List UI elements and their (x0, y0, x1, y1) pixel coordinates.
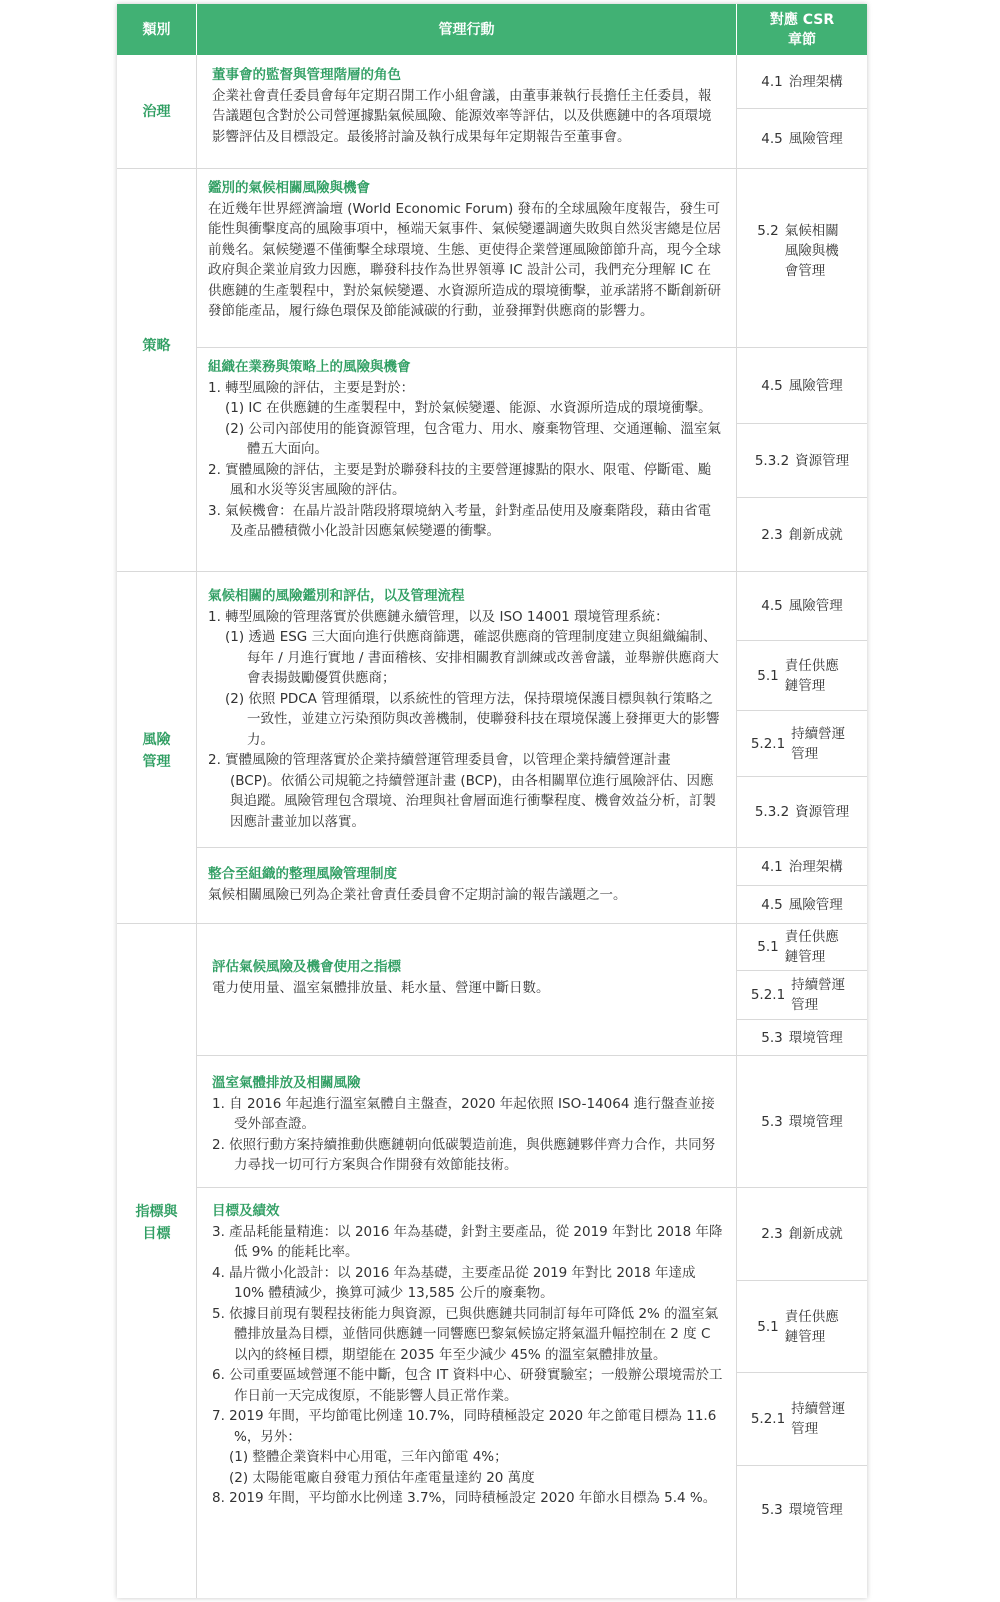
csr-ref-label: 資源管理 (795, 452, 850, 469)
action-subitem: (2) 公司內部使用的能資源管理，包含電力、用水、廢棄物管理、交通運輸、溫室氣體五大面向。 (225, 420, 721, 457)
csr-ref-label: 環境管理 (788, 1029, 843, 1046)
action-item: 3. 氣候機會：在晶片設計階段將環境納入考量，針對產品使用及廢棄階段，藉由省電及產品體積微小化設計因應氣候變遷的衝擊。 (208, 502, 712, 539)
csr-ref-label: 治理架構 (788, 858, 843, 875)
action-integrated-risk-management (197, 858, 736, 923)
csr-ref (737, 169, 867, 347)
csr-ref-label: 風險管理 (788, 377, 843, 394)
action-climate-risk-identification (197, 172, 736, 347)
csr-ref-number: 5.2 (757, 223, 779, 239)
csr-ref-number: 5.2.1 (750, 987, 786, 1003)
csr-ref (737, 498, 867, 571)
csr-ref-number: 5.1 (757, 1318, 779, 1335)
header-action-label: 管理行動 (438, 21, 495, 38)
action-item: 2. 依照行動方案持續推動供應鏈朝向低碳製造前進，與供應鏈夥伴齊力合作，共同努力尋找一切可行方案與合作開發有效節能技術。 (212, 1136, 716, 1173)
category-risk-line2: 管理 (142, 754, 171, 770)
csr-ref-number: 2.3 (761, 1226, 783, 1242)
action-title: 整合至組織的整理風險管理制度 (208, 866, 397, 882)
action-title: 溫室氣體排放及相關風險 (212, 1075, 361, 1091)
csr-ref (737, 1056, 867, 1187)
csr-ref (737, 777, 867, 847)
csr-ref-label: 持續營運管理 (791, 1401, 846, 1437)
csr-ref-number: 4.5 (761, 896, 783, 913)
csr-ref-label: 風險管理 (788, 130, 843, 147)
action-item: 6. 公司重要區域營運不能中斷，包含 IT 資料中心、研發實驗室；一般辦公環境需於工作日前一天完成復原，不能影響人員正常作業。 (212, 1367, 723, 1404)
csr-ref-label: 責任供應鏈管理 (784, 929, 839, 965)
csr-ref (737, 348, 867, 423)
csr-ref (737, 55, 867, 108)
csr-ref-label: 持續營運管理 (791, 977, 846, 1013)
csr-ref-number: 5.1 (757, 667, 779, 684)
action-title: 氣候相關的風險鑑別和評估，以及管理流程 (208, 588, 465, 604)
category-governance-label: 治理 (142, 103, 171, 120)
csr-ref (737, 572, 867, 640)
action-subitem: (1) IC 在供應鏈的生產製程中，對於氣候變遷、能源、水資源所造成的環境衝擊。 (225, 400, 712, 416)
csr-ref (737, 971, 867, 1019)
csr-ref (737, 711, 867, 776)
category-strategy (117, 168, 196, 524)
action-item: 1. 轉型風險的評估，主要是對於： (208, 379, 415, 396)
header-action (196, 4, 736, 55)
csr-ref-number: 5.3 (761, 1029, 783, 1046)
csr-ref-label: 持續營運管理 (791, 725, 846, 762)
action-body: 氣候相關風險已列為企業社會責任委員會不定期討論的報告議題之一。 (208, 886, 627, 903)
csr-ref-label: 環境管理 (788, 1113, 843, 1130)
csr-ref-number: 5.3 (761, 1502, 783, 1518)
csr-ref-number: 5.2.1 (750, 735, 786, 752)
csr-ref-label: 資源管理 (795, 804, 850, 820)
category-strategy-label: 策略 (142, 338, 171, 354)
action-title: 組織在業務與策略上的風險與機會 (208, 359, 411, 375)
csr-ref-label: 環境管理 (788, 1502, 843, 1518)
csr-ref-label: 創新成就 (788, 526, 843, 543)
category-risk-management (117, 571, 196, 931)
category-risk-line1: 風險 (142, 732, 171, 748)
csr-ref (737, 1020, 867, 1055)
csr-ref-number: 5.2.1 (750, 1411, 786, 1427)
action-title: 目標及績效 (212, 1203, 280, 1219)
action-subitem: (2) 太陽能電廠自發電力預估年產電量達約 20 萬度 (229, 1469, 535, 1486)
action-title: 鑑別的氣候相關風險與機會 (208, 180, 370, 196)
action-business-strategy-risk (197, 351, 736, 571)
csr-ref (737, 886, 867, 923)
action-item: 4. 晶片微小化設計：以 2016 年為基礎，主要產品從 2019 年對比 2018 年達成 10% 體積減少，換算可減少 13,585 公斤的廢棄物。 (212, 1264, 696, 1301)
category-metrics-line2: 目標 (142, 1226, 171, 1242)
csr-ref-label: 氣候相關風險與機會管理 (784, 223, 839, 279)
csr-ref-label: 風險管理 (788, 598, 843, 614)
action-risk-assessment-process (197, 580, 736, 847)
action-item: 7. 2019 年間，平均節電比例達 10.7%，同時積極設定 2020 年之節電目標為 11.6 %，另外： (212, 1408, 717, 1445)
csr-ref (737, 1281, 867, 1372)
csr-ref-number: 5.3 (761, 1113, 783, 1130)
header-category-label: 類別 (142, 21, 171, 38)
action-item: 5. 依據目前現有製程技術能力與資源，已與供應鏈共同制訂每年可降低 2% 的溫室氣體排放量為目標，並偕同供應鏈一同響應巴黎氣候協定將氣溫升幅控制在 2 度 C 以內的終極目標，期望能在 2035 年至少減少 45% 的溫室氣體排放量。 (212, 1305, 719, 1363)
csr-ref-number: 4.5 (761, 377, 783, 394)
action-body: 電力使用量、溫室氣體排放量、耗水量、營運中斷日數。 (212, 979, 550, 996)
csr-ref (737, 1188, 867, 1280)
action-body: 企業社會責任委員會每年定期召開工作小組會議，由董事兼執行長擔任主任委員，報告議題包含對於公司營運據點氣候風險、能源效率等評估，以及供應鏈中的各項環境影響評估及目標設定。最後將討論及執行成果每年定期報告至董事會。 (212, 87, 712, 145)
header-ref-line2: 章節 (788, 31, 816, 48)
action-item: 2. 實體風險的評估，主要是對於聯發科技的主要營運據點的限水、限電、停斷電、颱風和水災等災害風險的評估。 (208, 461, 712, 498)
csr-ref (737, 924, 867, 970)
action-subitem: (2) 依照 PDCA 管理循環，以系統性的管理方法，保持環境保護目標與執行策略之一致性，並建立污染預防與改善機制，使聯發科技在環境保護上發揮更大的影響力。 (225, 690, 720, 748)
action-item: 1. 轉型風險的管理落實於供應鏈永續管理，以及 ISO 14001 環境管理系統： (208, 608, 669, 625)
csr-ref-number: 4.1 (761, 858, 783, 875)
csr-ref (737, 848, 867, 885)
action-targets-performance (201, 1195, 736, 1598)
header-ref-line1: 對應 CSR (769, 11, 835, 28)
csr-ref-number: 4.5 (761, 130, 783, 147)
action-body: 在近幾年世界經濟論壇 (World Economic Forum) 發布的全球風險年度報告，發生可能性與衝擊度高的風險事項中，極端天氣事件、氣候變遷調適失敗與自然災害總是位居前幾名。氣候變遷不僅衝擊全球環境、生態、更使得企業營運風險節節升高，現今全球政府與企業並肩致力因應，聯發科技作為世界領導 IC 設計公司，我們充分理解 IC 在供應鏈的生產製程中，對於氣候變遷、水資源所造成的環境衝擊，並承諾將不斷創新研發節能產品，履行綠色環保及節能減碳的行動，並發揮對供應商的影響力。 (208, 200, 721, 319)
csr-ref-number: 5.3.2 (754, 804, 790, 820)
action-subitem: (1) 整體企業資料中心用電，三年內節電 4%； (229, 1449, 508, 1465)
category-metrics-line1: 指標與 (135, 1204, 178, 1220)
action-climate-metrics (201, 951, 736, 1055)
header-category (117, 4, 196, 55)
csr-ref-number: 4.1 (761, 73, 783, 90)
header-ref (736, 4, 867, 55)
csr-ref (737, 1466, 867, 1554)
action-subitem: (1) 透過 ESG 三大面向進行供應商篩選，確認供應商的管理制度建立與組織編制、每年 / 月進行實地 / 書面稽核、安排相關教育訓練或改善會議，並舉辦供應商大會表揚鼓勵優質供應商； (225, 629, 719, 686)
csr-ref (737, 109, 867, 168)
category-metrics-targets (117, 923, 196, 1523)
csr-ref-number: 2.3 (761, 526, 783, 543)
csr-ref (737, 424, 867, 497)
action-item: 8. 2019 年間，平均節水比例達 3.7%，同時積極設定 2020 年節水目標為 5.4 %。 (212, 1490, 717, 1506)
action-title: 評估氣候風險及機會使用之指標 (212, 959, 401, 975)
csr-ref (737, 641, 867, 710)
csr-ref-label: 治理架構 (788, 73, 843, 90)
action-board-oversight (201, 59, 736, 168)
csr-ref-label: 責任供應鏈管理 (784, 1308, 839, 1345)
action-item: 2. 實體風險的管理落實於企業持續營運管理委員會，以管理企業持續營運計畫 (BCP)。依循公司規範之持續營運計畫 (BCP)，由各相關單位進行風險評估、因應與追蹤。風險管理包含環境、治理與社會層面進行衝擊程度、機會效益分析，訂製因應計畫並加以落實。 (208, 752, 716, 830)
category-governance (117, 55, 196, 168)
action-ghg-emissions (201, 1067, 736, 1187)
csr-ref-number: 4.5 (761, 598, 783, 614)
action-title: 董事會的監督與管理階層的角色 (212, 67, 401, 83)
action-item: 3. 產品耗能量精進：以 2016 年為基礎，針對主要產品，從 2019 年對比 2018 年降低 9% 的能耗比率。 (212, 1223, 723, 1260)
csr-management-table (117, 4, 867, 1598)
csr-ref-label: 創新成就 (788, 1226, 843, 1242)
action-item: 1. 自 2016 年起進行溫室氣體自主盤查，2020 年起依照 ISO-14064 進行盤查並接受外部查證。 (212, 1095, 715, 1132)
csr-ref-number: 5.3.2 (754, 452, 790, 469)
csr-ref (737, 1373, 867, 1465)
csr-ref-label: 風險管理 (788, 896, 843, 913)
csr-ref-label: 責任供應鏈管理 (784, 657, 839, 694)
csr-ref-number: 5.1 (757, 939, 779, 955)
